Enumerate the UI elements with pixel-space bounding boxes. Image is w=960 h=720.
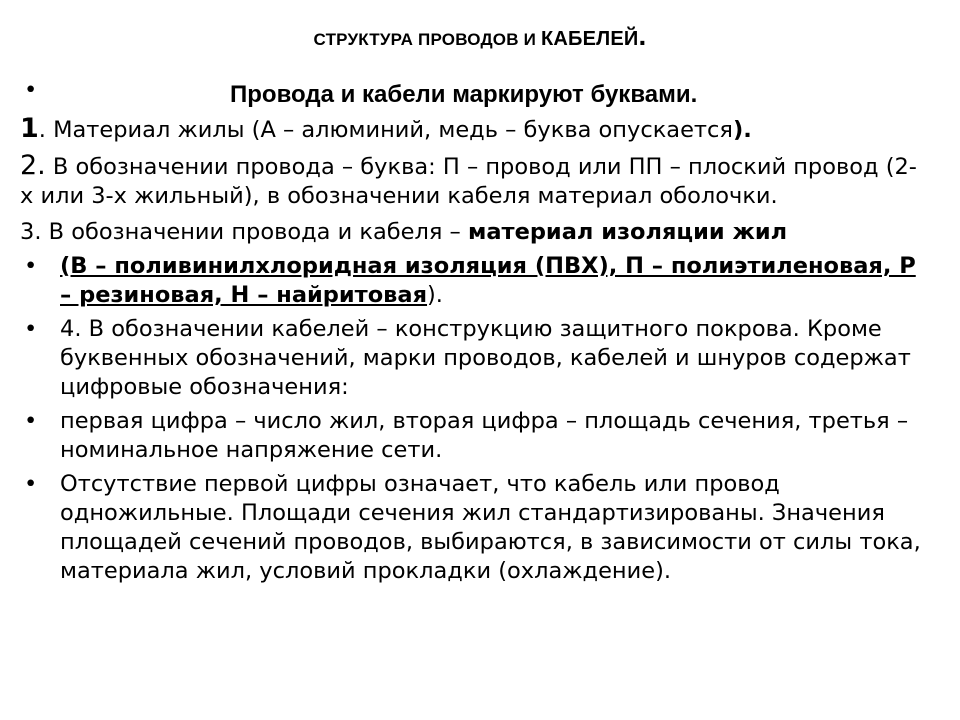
bullet-sections	[20, 470, 925, 586]
digits-text: первая цифра – число жил, вторая цифра – площадь сечения, третья – номинальное напряжение сети.	[60, 408, 909, 463]
bullet-digits	[20, 407, 925, 465]
paragraph-1	[20, 114, 925, 145]
paragraph-1-text: . Материал жилы (А – алюминий, медь – буква опускается	[38, 117, 733, 143]
title-part2: КАБЕЛЕЙ	[540, 28, 639, 50]
slide-content	[20, 74, 925, 586]
bullet-4: •	[24, 471, 38, 497]
paragraph-3-bold: материал изоляции жил	[467, 219, 788, 245]
bullet-1: •	[24, 253, 38, 279]
paragraph-3	[20, 218, 925, 247]
paragraph-3-text: 3. В обозначении провода и кабеля –	[20, 219, 468, 245]
title-dot: .	[638, 20, 647, 51]
lead-dot: .	[690, 81, 698, 108]
bullet-cover	[20, 315, 925, 402]
bullet-2: •	[24, 316, 38, 342]
lead-heading	[230, 80, 697, 109]
cover-text: 4. В обозначении кабелей – конструкцию защитного покрова. Кроме буквенных обозначений, марки проводов, кабелей и шнуров содержат цифровые обозначения:	[60, 316, 911, 400]
bullet-3: •	[24, 408, 38, 434]
bullet-lead: •	[24, 77, 38, 103]
paragraph-1-number: 1	[20, 113, 39, 144]
lead-row	[20, 74, 925, 110]
paragraph-2	[20, 151, 925, 211]
title-part1: СТРУКТУРА ПРОВОДОВ И	[313, 30, 541, 49]
insulation-close: ).	[427, 282, 443, 308]
bullet-insulation	[20, 252, 925, 310]
slide-title	[0, 20, 960, 52]
lead-text: Провода и кабели маркируют буквами	[230, 81, 691, 108]
paragraph-1-close: ).	[732, 117, 752, 143]
paragraph-2-number: 2.	[20, 150, 46, 181]
insulation-types: (В – поливинилхлоридная изоляция (ПВХ), П – полиэтиленовая, Р – резиновая, Н – найритовая	[60, 253, 916, 308]
sections-text: Отсутствие первой цифры означает, что кабель или провод одножильные. Площади сечения жил стандартизированы. Значения площадей сечений проводов, выбираются, в зависимости от силы тока, материала жил, условий прокладки (охлаждение).	[60, 471, 921, 584]
paragraph-2-text: В обозначении провода – буква: П – провод или ПП – плоский провод (2-х или 3-х жильный), в обозначении кабеля материал оболочки.	[20, 154, 917, 209]
